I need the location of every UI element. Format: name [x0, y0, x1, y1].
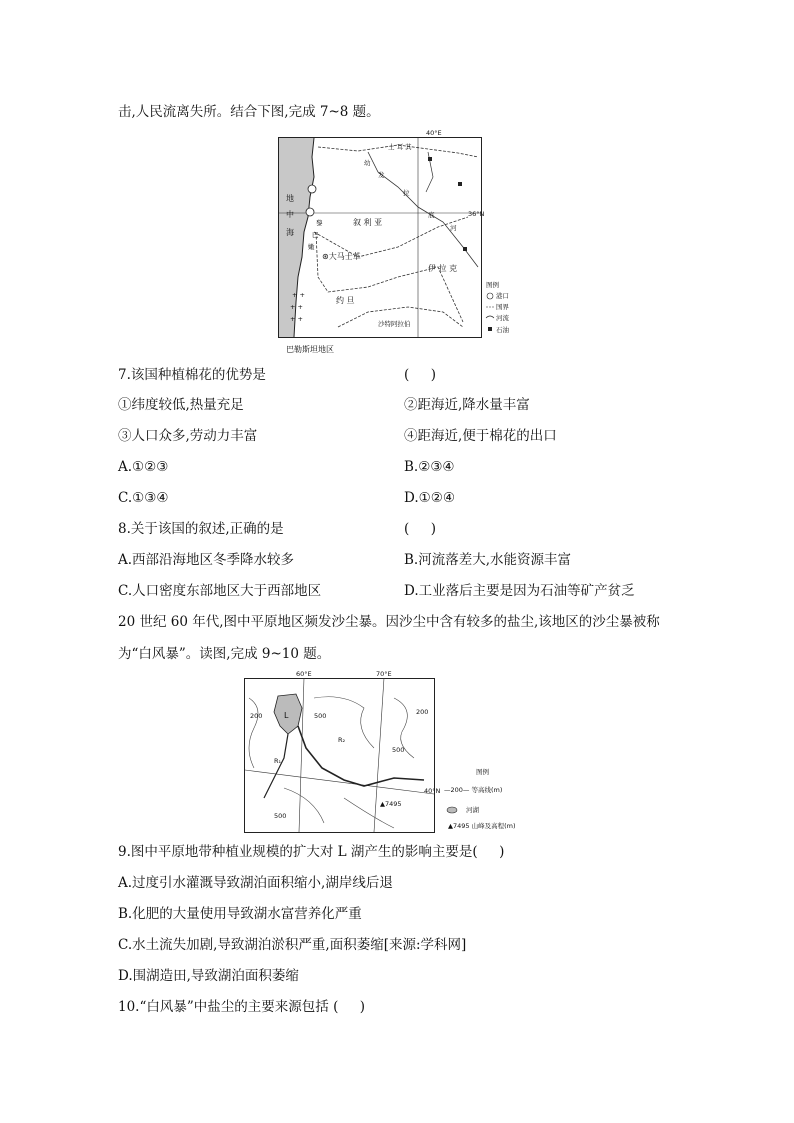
legend-river: 河流 — [496, 314, 509, 322]
q8-choice-a: A.西部沿海地区冬季降水较多 — [118, 552, 295, 568]
q7-choice-b: B.②③④ — [404, 459, 455, 475]
jordan-label: 约 旦 — [336, 296, 355, 305]
q10-stem: 10.“白风暴”中盐尘的主要来源包括 ( ) — [118, 999, 366, 1015]
q9-choice-b: B.化肥的大量使用导致湖水富营养化严重 — [118, 906, 362, 922]
lon70-label: 70°E — [376, 670, 392, 678]
river-char: 河 — [450, 224, 457, 232]
lat40-label: 40°N — [424, 787, 441, 795]
peak-label: ▲7495 — [380, 800, 402, 808]
q7-opt2: ②距海近,降水量丰富 — [404, 397, 530, 413]
sea-char-3: 海 — [286, 228, 294, 237]
lebanon-char-3: 嫩 — [308, 243, 315, 251]
euphrates-char-1: 幼 — [364, 159, 371, 167]
svg-text:+ +: + + — [290, 303, 303, 311]
para2-line1: 20 世纪 60 年代,图中平原地区频发沙尘暴。因沙尘中含有较多的盐尘,该地区的沙尘暴被称 — [118, 614, 660, 630]
q8-stem: 8.关于该国的叙述,正确的是 — [118, 521, 284, 537]
q7-opt1: ①纬度较低,热量充足 — [118, 397, 244, 413]
q7-opt3: ③人口众多,劳动力丰富 — [118, 428, 258, 444]
contour-200b: 200 — [416, 708, 429, 716]
contour-500b: 500 — [314, 712, 327, 720]
q8-choice-b: B.河流落差大,水能资源丰富 — [404, 552, 572, 568]
saudi-label: 沙特阿拉伯 — [378, 320, 411, 328]
iraq-label: 伊 拉 克 — [428, 264, 458, 273]
q7-bracket: ( ) — [404, 367, 436, 383]
legend-oil: 石油 — [496, 326, 509, 334]
intro-text: 击,人民流离失所。结合下图,完成 7~8 题。 — [118, 104, 380, 120]
legend-lake: 河湖 — [466, 806, 479, 814]
r1-label: R₁ — [274, 757, 282, 765]
q9-stem: 9.图中平原地带种植业规模的扩大对 L 湖产生的影响主要是( ) — [118, 844, 505, 860]
legend-contour: —200— 等高线(m) — [444, 786, 503, 794]
para2-line2: 为“白风暴”。读图,完成 9~10 题。 — [118, 646, 331, 662]
q7-choice-c: C.①③④ — [118, 490, 169, 506]
q9-choice-a: A.过度引水灌溉导致湖泊面积缩小,湖岸线后退 — [118, 875, 393, 891]
q7-choice-a: A.①②③ — [118, 459, 169, 475]
euphrates-char-2: 发 — [378, 171, 385, 179]
lon60-label: 60°E — [296, 670, 312, 678]
q7-opt4: ④距海近,便于棉花的出口 — [404, 428, 557, 444]
legend-port: 港口 — [496, 292, 509, 300]
aral-map — [244, 668, 562, 838]
map1-caption: 巴勒斯坦地区 — [286, 345, 334, 354]
q7-stem: 7.该国种植棉花的优势是 — [118, 367, 266, 383]
sea-char-2: 中 — [286, 210, 294, 219]
legend-border: 国界 — [496, 303, 509, 311]
contour-500: 500 — [392, 746, 405, 754]
map1-lon-label: 40°E — [426, 129, 442, 137]
lebanon-char-1: 黎 — [316, 219, 323, 227]
syria-map — [278, 129, 518, 340]
q8-choice-d: D.工业落后主要是因为石油等矿产贫乏 — [404, 583, 635, 599]
map1-lat-label: 36°N — [468, 210, 485, 218]
svg-text:+ +: + + — [292, 291, 305, 299]
svg-text:+ +: + + — [290, 315, 303, 323]
contour-200: 200 — [250, 712, 263, 720]
turkey-label: 土 耳 其 — [388, 143, 412, 151]
q9-choice-c: C.水土流失加剧,导致湖泊淤积严重,面积萎缩[来源:学科网] — [118, 937, 467, 953]
euphrates-char-3: 拉 — [403, 189, 410, 197]
syria-label: 叙 利 亚 — [353, 218, 383, 227]
q8-choice-c: C.人口密度东部地区大于西部地区 — [118, 583, 322, 599]
euphrates-char-4: 底 — [428, 211, 435, 219]
contour-500c: 500 — [274, 812, 287, 820]
q9-choice-d: D.围湖造田,导致湖泊面积萎缩 — [118, 968, 299, 984]
map1-legend-title: 图例 — [486, 281, 499, 289]
capital-label: ⊛大马士革 — [322, 252, 361, 261]
map2-legend-title: 图例 — [476, 768, 489, 776]
sea-char-1: 地 — [286, 194, 294, 203]
r2-label: R₂ — [338, 736, 346, 744]
lake-label: L — [284, 711, 289, 720]
q8-bracket: ( ) — [404, 521, 436, 537]
q7-choice-d: D.①②④ — [404, 490, 455, 506]
lebanon-char-2: 巴 — [312, 231, 319, 239]
legend-peak: ▲7495 山峰及高程(m) — [448, 822, 516, 830]
